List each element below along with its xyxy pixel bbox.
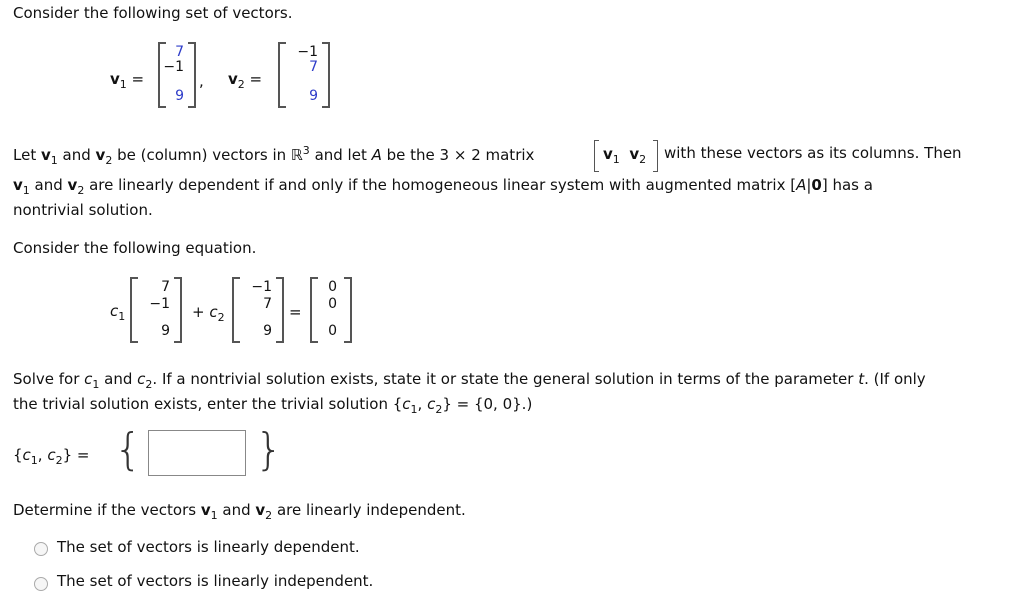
matrix-entry: 9: [263, 323, 272, 339]
radio-button[interactable]: [34, 542, 48, 556]
intro-text: Consider the following set of vectors.: [13, 4, 293, 22]
paragraph-line-2: $v_1$ and $v_2$ are linearly dependent if and only if the homogeneous linear system with augmented matrix [A|0] has a: [13, 176, 873, 197]
option-label[interactable]: The set of vectors is linearly dependent.: [57, 538, 360, 556]
matrix-entry: 7: [161, 279, 170, 295]
v1-entry: 7: [175, 44, 184, 60]
close-brace: }: [255, 424, 283, 475]
option-label[interactable]: The set of vectors is linearly independent.: [57, 572, 374, 590]
v2-subscript: 2: [237, 78, 245, 91]
v1-entry: 9: [175, 88, 184, 104]
v2-label: v: [228, 70, 238, 88]
paragraph-line-1: Let $v_1$ and $v_2$ be (column) vectors in ℝ$^3$ and let A be the 3 × 2 matrix: [13, 144, 535, 167]
matrix-entry: −1: [251, 279, 272, 295]
answer-label: {$c_1$, $c_2$} =: [13, 446, 90, 467]
v1-subscript: 1: [119, 78, 127, 91]
paragraph-line-3: nontrivial solution.: [13, 201, 153, 219]
equation-rhs: [310, 277, 352, 343]
matrix-entry: 0: [328, 323, 337, 339]
matrix-entry: 7: [263, 296, 272, 312]
v1-label: v: [110, 70, 120, 88]
answer-input[interactable]: [148, 430, 246, 476]
open-brace: {: [114, 424, 142, 475]
equation-col2: [232, 277, 284, 343]
matrix-entry: 0: [328, 296, 337, 312]
v2-matrix: [278, 42, 330, 108]
matrix-entry: 9: [161, 323, 170, 339]
equation-intro: Consider the following equation.: [13, 239, 257, 257]
v2-entry: −1: [297, 44, 318, 60]
solve-line-1: Solve for $c_1$ and $c_2$. If a nontrivial solution exists, state it or state the general solution in terms of the parameter t. (If only: [13, 370, 926, 391]
matrix-entry: 0: [328, 279, 337, 295]
v1-entry: −1: [163, 59, 184, 75]
matrix-entry: −1: [149, 296, 170, 312]
v1-matrix: [158, 42, 196, 108]
solve-line-2: the trivial solution exists, enter the trivial solution {$c_1$, $c_2\} = \{0$, 0}.): [13, 395, 533, 416]
paragraph-line-1-end: with these vectors as its columns. Then: [664, 144, 962, 162]
equation-col1: [130, 277, 182, 343]
v2-entry: 9: [309, 88, 318, 104]
question-text: Determine if the vectors $v_1$ and $v_2$ are linearly independent.: [13, 501, 466, 522]
matrix-a: $v_1$ $v_2$: [594, 140, 658, 172]
radio-button[interactable]: [34, 577, 48, 591]
v2-entry: 7: [309, 59, 318, 75]
